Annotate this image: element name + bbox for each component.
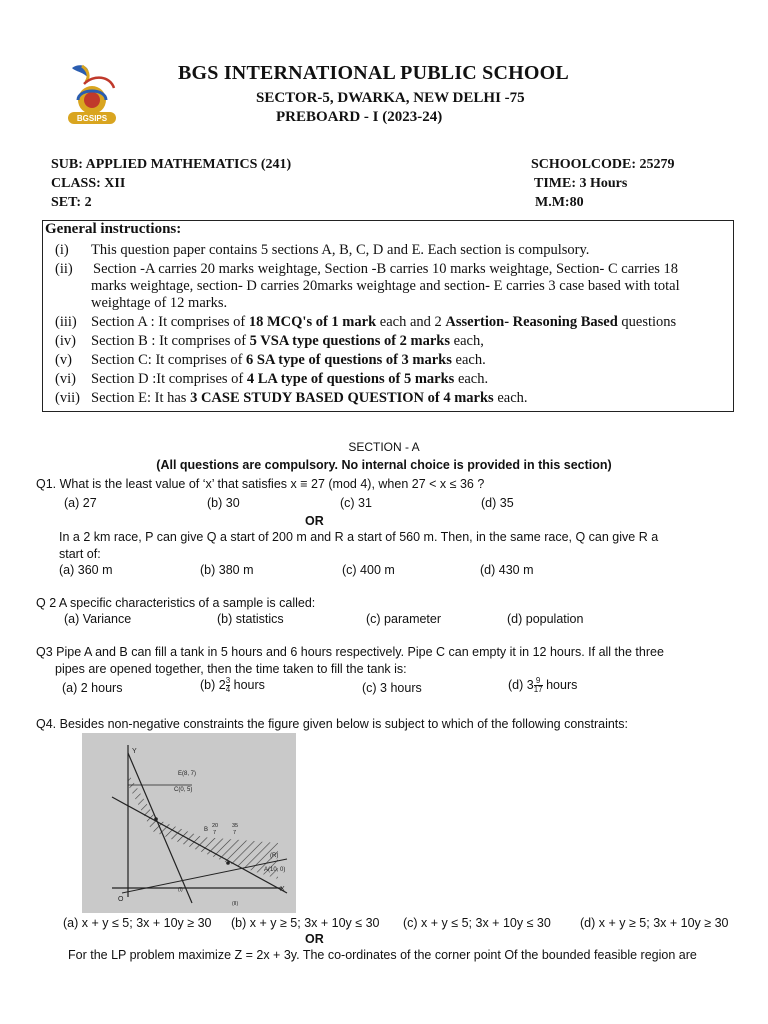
q2-option-c: (c) parameter	[366, 612, 442, 626]
max-marks: M.M:80	[535, 195, 584, 210]
q1-alt-line1: In a 2 km race, P can give Q a start of 200 m and R a start of 560 m. Then, in the same race, Q can give R a	[59, 530, 659, 544]
q3-option-d: (d) 3 $\frac{9}{17}$ hours	[508, 676, 578, 694]
q4-text: Q4. Besides non-negative constraints the figure given below is subject to which of the following constraints:	[36, 717, 628, 731]
school-code: SCHOOLCODE: 25279	[531, 157, 675, 172]
q2-text: Q 2 A specific characteristics of a sample is called:	[36, 596, 316, 610]
q1-alt-option-c: (c) 400 m	[342, 563, 395, 577]
graph-background	[82, 733, 296, 913]
instructions-box: General instructions: (i) This question paper contains 5 sections A, B, C, D and E. Each section is compulsory. (ii) Section -A carries 20 marks weightage, Section -B carries 10 marks weightage, Section- C carries 18 marks weightage, section- D carries 20marks weightage and section- E carries 3 case based with total weightage of 12 marks. (iii) Section A : It comprises of 18 MCQ's of 1 mark each and 2 Assertion- Reasoning Based questions (iv) Section B : It comprises of 5 VSA type questions of 2 marks each, (v) Section C: It comprises of 6 SA type of questions of 3 marks each. (vi) Section D :It comprises of 4 LA type of questions of 5 marks each. (vii) Section E: It has 3 CASE STUDY BASED QUESTION of 4 marks each.	[42, 220, 734, 412]
point-b-den2: 7	[233, 830, 237, 836]
q4-or: OR	[305, 932, 324, 946]
q1-alt-line2: start of:	[59, 547, 101, 561]
subject: SUB: APPLIED MATHEMATICS (241)	[51, 157, 292, 172]
lpp-graph	[82, 733, 296, 913]
school-address: SECTOR-5, DWARKA, NEW DELHI -75	[256, 90, 525, 106]
line-1-label: (I)	[178, 887, 183, 893]
section-note: (All questions are compulsory. No internal choice is provided in this section)	[156, 458, 612, 472]
q3-option-a: (a) 2 hours	[62, 681, 123, 695]
q1-text: Q1. What is the least value of ‘x’ that satisfies x ≡ 27 (mod 4), when 27 < x ≤ 36 ?	[36, 477, 485, 491]
fraction: $\frac{9}{17}$	[533, 676, 543, 694]
corner-point	[226, 861, 230, 865]
q1-alt-option-a: (a) 360 m	[59, 563, 113, 577]
q3-option-c: (c) 3 hours	[362, 681, 422, 695]
q2-option-d: (d) population	[507, 612, 584, 626]
point-c-label: C(0, 5)	[174, 787, 193, 793]
point-b-num1: 20	[212, 823, 219, 829]
point-e-label: E(8, 7)	[178, 771, 197, 777]
time: TIME: 3 Hours	[534, 176, 628, 191]
q3-line2: pipes are opened together, then the time taken to fill the tank is:	[55, 662, 407, 676]
logo-text: BGSIPS	[76, 114, 108, 123]
q2-option-a: (a) Variance	[64, 612, 132, 626]
point-b-den1: 7	[213, 830, 217, 836]
school-name: BGS INTERNATIONAL PUBLIC SCHOOL	[178, 62, 569, 84]
point-b-num2: 35	[232, 823, 239, 829]
q1-alt-option-b: (b) 380 m	[200, 563, 254, 577]
q3-option-b: (b) 2 $\frac{3}{4}$ hours	[200, 676, 265, 694]
q4-option-c: (c) x + y ≤ 5; 3x + 10y ≤ 30	[403, 916, 551, 930]
q1-option-b: (b) 30	[207, 496, 240, 510]
exam-title: PREBOARD - I (2023-24)	[276, 109, 443, 125]
q4-alt-text: For the LP problem maximize Z = 2x + 3y. The co-ordinates of the corner point Of the bounded feasible region are	[68, 948, 697, 962]
q3-line1: Q3 Pipe A and B can fill a tank in 5 hours and 6 hours respectively. Pipe C can empty it in 12 hours. If all the three	[36, 645, 664, 659]
q1-option-c: (c) 31	[340, 496, 372, 510]
origin-label: O	[118, 896, 124, 903]
corner-point	[154, 817, 158, 821]
x-axis-label: X	[280, 886, 285, 893]
point-b-label: B	[204, 827, 209, 833]
q4-option-d: (d) x + y ≥ 5; 3x + 10y ≥ 30	[580, 916, 729, 930]
q1-option-d: (d) 35	[481, 496, 514, 510]
line-r-label: (R)	[270, 853, 279, 859]
line-2-label: (II)	[232, 901, 239, 907]
q4-option-b: (b) x + y ≥ 5; 3x + 10y ≤ 30	[231, 916, 380, 930]
fraction: $\frac{3}{4}$	[225, 676, 231, 694]
section-title: SECTION - A	[348, 440, 420, 454]
point-a-label: A(10, 0)	[264, 867, 286, 873]
q1-or: OR	[305, 514, 324, 528]
q2-option-b: (b) statistics	[217, 612, 284, 626]
set: SET: 2	[51, 195, 92, 210]
instructions-heading: General instructions:	[45, 221, 182, 237]
q1-alt-option-d: (d) 430 m	[480, 563, 534, 577]
q4-option-a: (a) x + y ≤ 5; 3x + 10y ≥ 30	[63, 916, 212, 930]
y-axis-label: Y	[132, 748, 137, 755]
school-logo	[58, 60, 126, 130]
q1-option-a: (a) 27	[64, 496, 97, 510]
class: CLASS: XII	[51, 176, 126, 191]
